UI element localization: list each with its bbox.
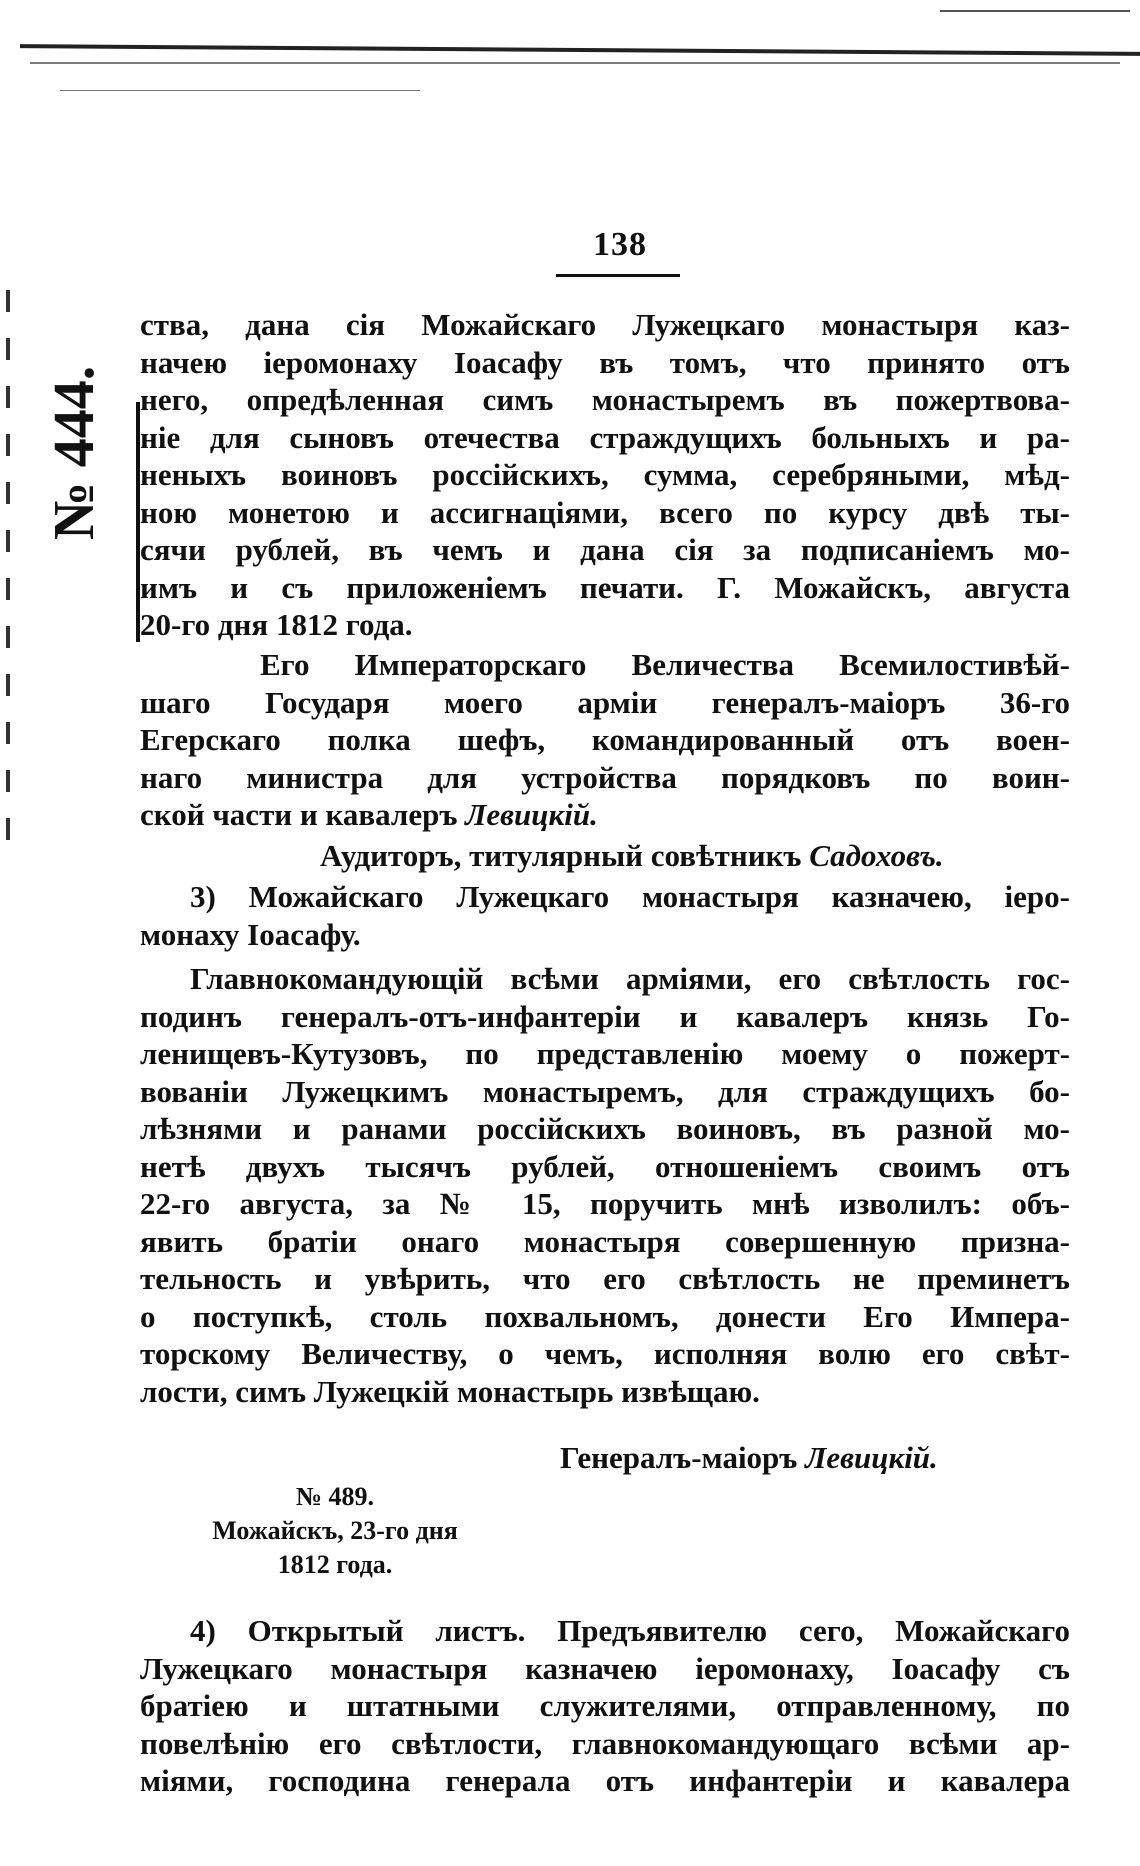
signature-name: Левицкій. — [465, 797, 598, 832]
text-line: торскому Величеству, о чемъ, исполняя волю его свѣт- — [140, 1336, 1070, 1371]
document-reference — [170, 1480, 500, 1582]
text-line: сячи рублей, въ чемъ и дана сія за подписаніемъ мо- — [140, 532, 1070, 567]
text-line: братіею и штатными служителями, отправленному, по — [140, 1688, 1070, 1723]
top-border-rule — [20, 44, 1140, 56]
text-line: о поступкѣ, столь похвальномъ, донести Его Импера- — [140, 1298, 1070, 1334]
doc-year: 1812 года. — [277, 1550, 393, 1579]
text-line: подинъ генералъ-отъ-инфантеріи и кавалеръ князь Го- — [140, 998, 1070, 1034]
closing-text: ской части и кавалеръ — [140, 797, 458, 832]
text-line: тельность и увѣрить, что его свѣтлость не преминетъ — [140, 1261, 1070, 1296]
doc-number: № 489. — [295, 1482, 375, 1511]
text-line: ною монетою и ассигнаціями, всего по курсу двѣ ты- — [140, 494, 1070, 530]
text-line: вованіи Лужецкимъ монастыремъ, для страждущихъ бо- — [140, 1073, 1070, 1109]
text-line: 20-го дня 1812 года. — [140, 607, 413, 642]
text-line: Лужецкаго монастыря казначею іеромонаху, Іоасафу съ — [140, 1650, 1070, 1686]
doc-place-date: Можайскъ, 23-го дня — [212, 1516, 458, 1545]
paragraph-3 — [140, 878, 1070, 953]
paragraph-2 — [140, 646, 1070, 834]
text-line: 4) Открытый листъ. Предъявителю сего, Можайскаго — [190, 1613, 1070, 1648]
text-line: ленищевъ-Кутузовъ, по представленію моему о пожерт- — [140, 1036, 1070, 1071]
text-line: нетѣ двухъ тысячъ рублей, отношеніемъ своимъ отъ — [140, 1148, 1070, 1184]
text-line: наго министра для устройства порядковъ по воин- — [140, 759, 1070, 795]
auditor-name: Садоховъ. — [809, 838, 944, 873]
text-line: ства, дана сія Можайскаго Лужецкаго монастыря каз- — [140, 307, 1070, 342]
paragraph-4 — [140, 960, 1070, 1410]
page-number-underline — [556, 274, 680, 277]
auditor-line — [320, 838, 944, 874]
top-corner-rule — [940, 10, 1130, 12]
text-line: лости, симъ Лужецкій монастырь извѣщаю. — [140, 1373, 760, 1409]
auditor-title: Аудиторъ, титулярный совѣтникъ — [320, 838, 802, 873]
text-line: Главнокомандующій всѣми арміями, его свѣтлость гос- — [190, 961, 1070, 996]
top-border-rule-thin — [30, 62, 1120, 64]
text-line: Егерскаго полка шефъ, командированный отъ воен- — [140, 722, 1070, 757]
text-line: монаху Іоасафу. — [140, 916, 361, 952]
paragraph-1 — [140, 306, 1070, 644]
top-dashed-rule — [60, 90, 420, 91]
text-line: повелѣнію его свѣтлости, главнокомандующаго всѣми ар- — [140, 1725, 1070, 1761]
text-line: Его Императорскаго Величества Всемилостивѣй- — [260, 647, 1070, 682]
page-number: 138 — [593, 226, 647, 263]
text-line: начею іеромонаху Іоасафу въ томъ, что принято отъ — [140, 344, 1070, 380]
signature-name: Левицкій. — [805, 1440, 938, 1475]
margin-document-number: № 444. — [41, 365, 106, 540]
text-line: него, опредѣленная симъ монастыремъ въ пожертвова- — [140, 382, 1070, 417]
text-line — [140, 796, 1070, 834]
text-line: неныхъ воиновъ россійскихъ, сумма, серебряными, мѣд- — [140, 457, 1070, 492]
paragraph-5 — [140, 1612, 1070, 1800]
text-line: шаго Государя моего арміи генералъ-маіоръ 36-го — [140, 684, 1070, 720]
signature-title: Генералъ-маіоръ — [560, 1440, 798, 1475]
text-line: ніе для сыновъ отечества страждущихъ больныхъ и ра- — [140, 419, 1070, 455]
text-line: лѣзнями и ранами россійскихъ воиновъ, въ разной мо- — [140, 1111, 1070, 1146]
text-line: 3) Можайскаго Лужецкаго монастыря казначею, іеро- — [190, 879, 1070, 914]
left-edge-marks — [2, 290, 16, 866]
text-line: 22-го августа, за № 15, поручить мнѣ изволилъ: объ- — [140, 1186, 1070, 1221]
signature-line — [560, 1440, 938, 1476]
text-line: явить братіи онаго монастыря совершенную призна- — [140, 1223, 1070, 1259]
text-line: міями, господина генерала отъ инфантеріи и кавалера — [140, 1763, 1070, 1798]
text-line: имъ и съ приложеніемъ печати. Г. Можайскъ, августа — [140, 569, 1070, 605]
